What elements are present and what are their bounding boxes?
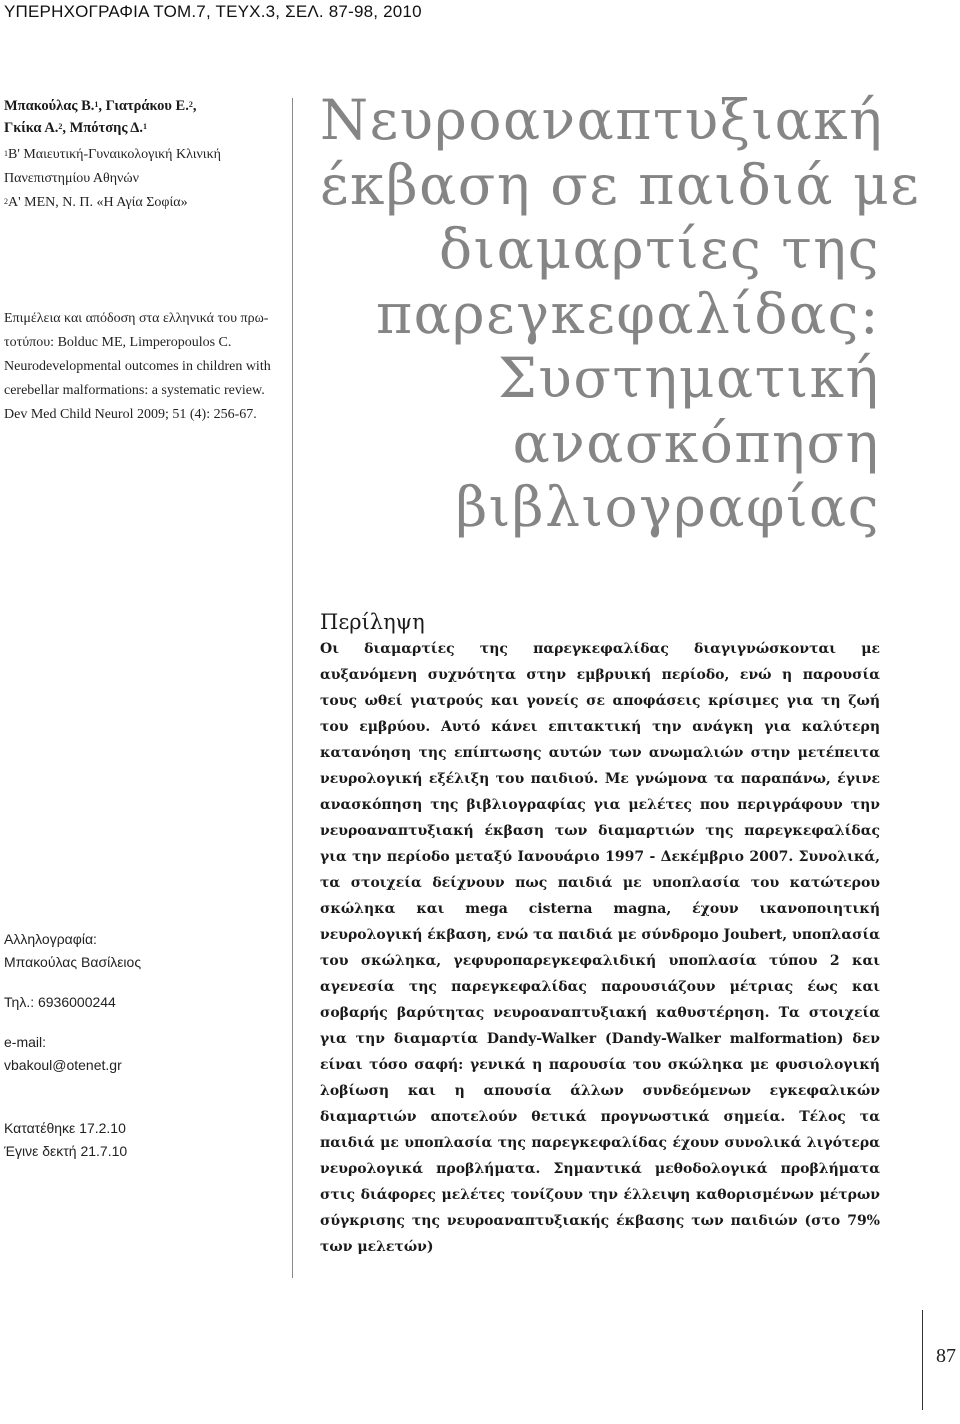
- credit-line: Neurodevelopmental outcomes in children with: [4, 359, 271, 374]
- author-name: , Γιατράκου Ε.: [98, 98, 189, 114]
- accepted-date: Έγινε δεκτή 21.7.10: [4, 1143, 128, 1159]
- article-title: [320, 88, 921, 540]
- correspondence-block: [4, 928, 141, 1163]
- author-name: Γκίκα Α.: [4, 120, 59, 136]
- author-block: [4, 95, 286, 215]
- affiliation-marker: 1: [94, 100, 99, 109]
- affiliation-marker: 2: [188, 100, 193, 109]
- affiliation-2: [4, 191, 286, 215]
- affiliations: [4, 143, 286, 215]
- translation-credit: [4, 307, 288, 427]
- page-number-rule: [922, 1310, 923, 1410]
- credit-line: Dev Med Child Neurol 2009; 51 (4): 256-67.: [4, 407, 257, 422]
- credit-line: τοτύπου: Bolduc ME, Limperopoulos C.: [4, 335, 232, 350]
- author-line-1: [4, 95, 286, 117]
- credit-line: Επιμέλεια και απόδοση στα ελληνικά του πρω-: [4, 311, 269, 326]
- affiliation-marker: 2: [58, 122, 63, 131]
- separator: ,: [192, 98, 197, 114]
- title-line: βιβλιογραφίας: [455, 475, 880, 539]
- correspondence-name: Μπακούλας Βασίλειος: [4, 954, 142, 970]
- title-line: Νευροαναπτυξιακή: [320, 88, 884, 152]
- correspondence-label: Αλληλογραφία:: [4, 931, 97, 947]
- title-line: ανασκόπηση: [512, 410, 880, 475]
- affiliation-marker: 1: [143, 122, 148, 131]
- abstract-body: Οι διαμαρτίες της παρεγκεφαλίδας διαγιγνώσκονται με αυξανόμενη συχνότητα στην εμβρυική περίοδο, ενώ η παρουσία τους ωθεί γιατρούς και γονείς σε αποφάσεις κρίσιμες για τη ζωή του εμβρύου. Αυτό κάνει επιτακτική την ανάγκη για καλύτερη κατανόηση της επίπτωσης αυτών των ανωμαλιών στην μετέπειτα νευρολογική εξέλιξη του παιδιού. Με γνώμονα τα παραπάνω, έγινε ανασκόπηση της βιβλιογραφίας για μελέτες που περιγράφουν την νευροαναπτυξιακή έκβαση των διαμαρτιών της παρεγκεφαλίδας για την περίοδο μεταξύ Ιανουάριο 1997 - Δεκέμβριο 2007. Συνολικά, τα στοιχεία δείχνουν πως παιδιά με υποπλασία του κατώτερου σκώληκα και mega cisterna magna, έχουν ικανοποιητική νευρολογική έκβαση, ενώ τα παιδιά με σύνδρομο Joubert, υποπλασία του σκώληκα, γεφυροπαρεγκεφαλιδική υποπλασία τύπου 2 και αγενεσία της παρεγκεφαλίδας παρουσιάζουν μέτριας έως και σοβαρής βαρύτητας νευροαναπτυξιακή καθυστέρηση. Τα στοιχεία για την διαμαρτία Dandy-Walker (Dandy-Walker malformation) δεν είναι τόσο σαφή: γενικά η παρουσία του σκώληκα με φυσιολογική λοβίωση και η απουσία άλλων συνδεόμενων εγκεφαλικών διαμαρτιών αποτελούν θετικά προγνωστικά σημεία. Τέλος τα παιδιά με υποπλασία της παρεγκεφαλίδας έχουν συνολικά λιγότερα νευρολογικά προβλήματα. Σημαντικά μεθοδολογικά προβλήματα στις διάφορες μελέτες τονίζουν την έλλειψη καθορισμένων μέτρων σύγκρισης της νευροαναπτυξιακής έκβασης των παιδιών (στο 79% των μελετών): [320, 641, 880, 1255]
- email-address: vbakoul@otenet.gr: [4, 1057, 122, 1073]
- abstract-heading: Περίληψη: [320, 610, 425, 634]
- running-head: ΥΠΕΡΗΧΟΓΡΑΦΙΑ ΤΟΜ.7, ΤΕΥΧ.3, ΣΕΛ. 87-98, 2010: [4, 2, 422, 21]
- affiliation-1-cont: Πανεπιστημίου Αθηνών: [4, 171, 139, 186]
- page-number: 87: [936, 1345, 956, 1367]
- correspondence-phone: Τηλ.: 6936000244: [4, 994, 116, 1010]
- author-line-2: [4, 117, 286, 139]
- affiliation-text: Α' ΜΕΝ, Ν. Π. «Η Αγία Σοφία»: [8, 195, 188, 210]
- title-line: παρεγκεφαλίδας:: [375, 281, 880, 346]
- affiliation-marker: 1: [4, 149, 8, 158]
- credit-line: cerebellar malformations: a systematic review.: [4, 383, 265, 398]
- title-line: Συστηματική: [498, 346, 880, 410]
- affiliation-1: [4, 143, 286, 167]
- abstract-section: [320, 610, 880, 1260]
- author-name: Μπακούλας Β.: [4, 98, 95, 114]
- submitted-date: Κατατέθηκε 17.2.10: [4, 1120, 126, 1136]
- title-line: έκβαση σε παιδιά με: [320, 152, 921, 217]
- affiliation-text: Β' Μαιευτική-Γυναικολογική Κλινική: [8, 147, 221, 162]
- email-label: e-mail:: [4, 1034, 47, 1050]
- author-list: [4, 95, 286, 139]
- author-name: , Μπότσης Δ.: [62, 120, 144, 136]
- column-divider: [292, 98, 293, 1278]
- title-line: διαμαρτίες της: [439, 217, 880, 281]
- affiliation-marker: 2: [4, 197, 8, 206]
